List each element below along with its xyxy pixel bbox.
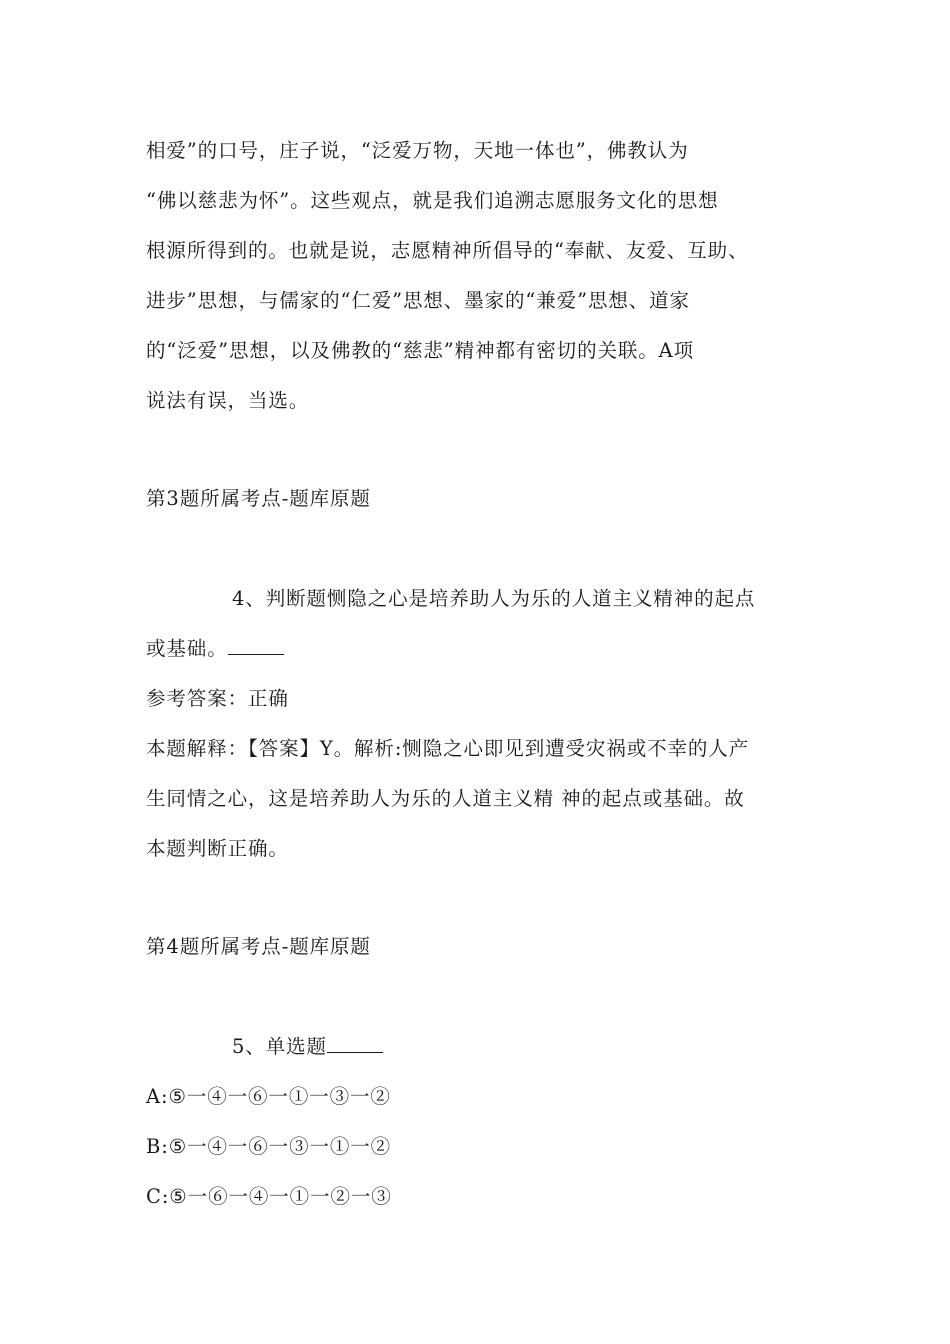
question-4-stem: 4、判断题恻隐之心是培养助人为乐的人道主义精神的起点 bbox=[232, 587, 756, 610]
explanation-line: 根源所得到的。也就是说，志愿精神所倡导的“奉献、友爱、互助、 bbox=[146, 239, 749, 262]
explanation-line: 的“泛爱”思想，以及佛教的“慈悲”精神都有密切的关联。A项 bbox=[146, 339, 695, 362]
question-4-explanation-line: 生同情之心，这是培养助人为乐的人道主义精 神的起点或基础。故 bbox=[146, 787, 745, 810]
question-5-stem: 5、单选题 bbox=[232, 1035, 327, 1058]
question-3-point: 第3题所属考点-题库原题 bbox=[146, 487, 371, 510]
question-4-explanation-line: 本题解释：【答案】Y。解析:恻隐之心即见到遭受灾祸或不幸的人产 bbox=[146, 737, 750, 760]
question-5-stem-line bbox=[232, 1034, 383, 1060]
question-4-stem-continued bbox=[146, 636, 284, 662]
answer-blank bbox=[228, 636, 284, 655]
answer-blank bbox=[327, 1034, 383, 1053]
option-a: A:⑤一④一⑥一①一③一② bbox=[146, 1085, 391, 1108]
explanation-line: “佛以慈悲为怀”。这些观点，就是我们追溯志愿服务文化的思想 bbox=[146, 189, 719, 212]
question-4-answer: 参考答案：正确 bbox=[146, 687, 289, 710]
question-4-explanation-line: 本题判断正确。 bbox=[146, 837, 289, 860]
explanation-line: 进步”思想，与儒家的“仁爱”思想、墨家的“兼爱”思想、道家 bbox=[146, 289, 690, 312]
option-c: C:⑤一⑥一④一①一②一③ bbox=[146, 1185, 392, 1208]
explanation-line: 说法有误，当选。 bbox=[146, 389, 310, 412]
explanation-line: 相爱”的口号，庄子说，“泛爱万物，天地一体也”，佛教认为 bbox=[146, 139, 689, 162]
option-b: B:⑤一④一⑥一③一①一② bbox=[146, 1135, 392, 1158]
question-4-stem-text: 或基础。 bbox=[146, 637, 228, 660]
question-4-point: 第4题所属考点-题库原题 bbox=[146, 935, 371, 958]
